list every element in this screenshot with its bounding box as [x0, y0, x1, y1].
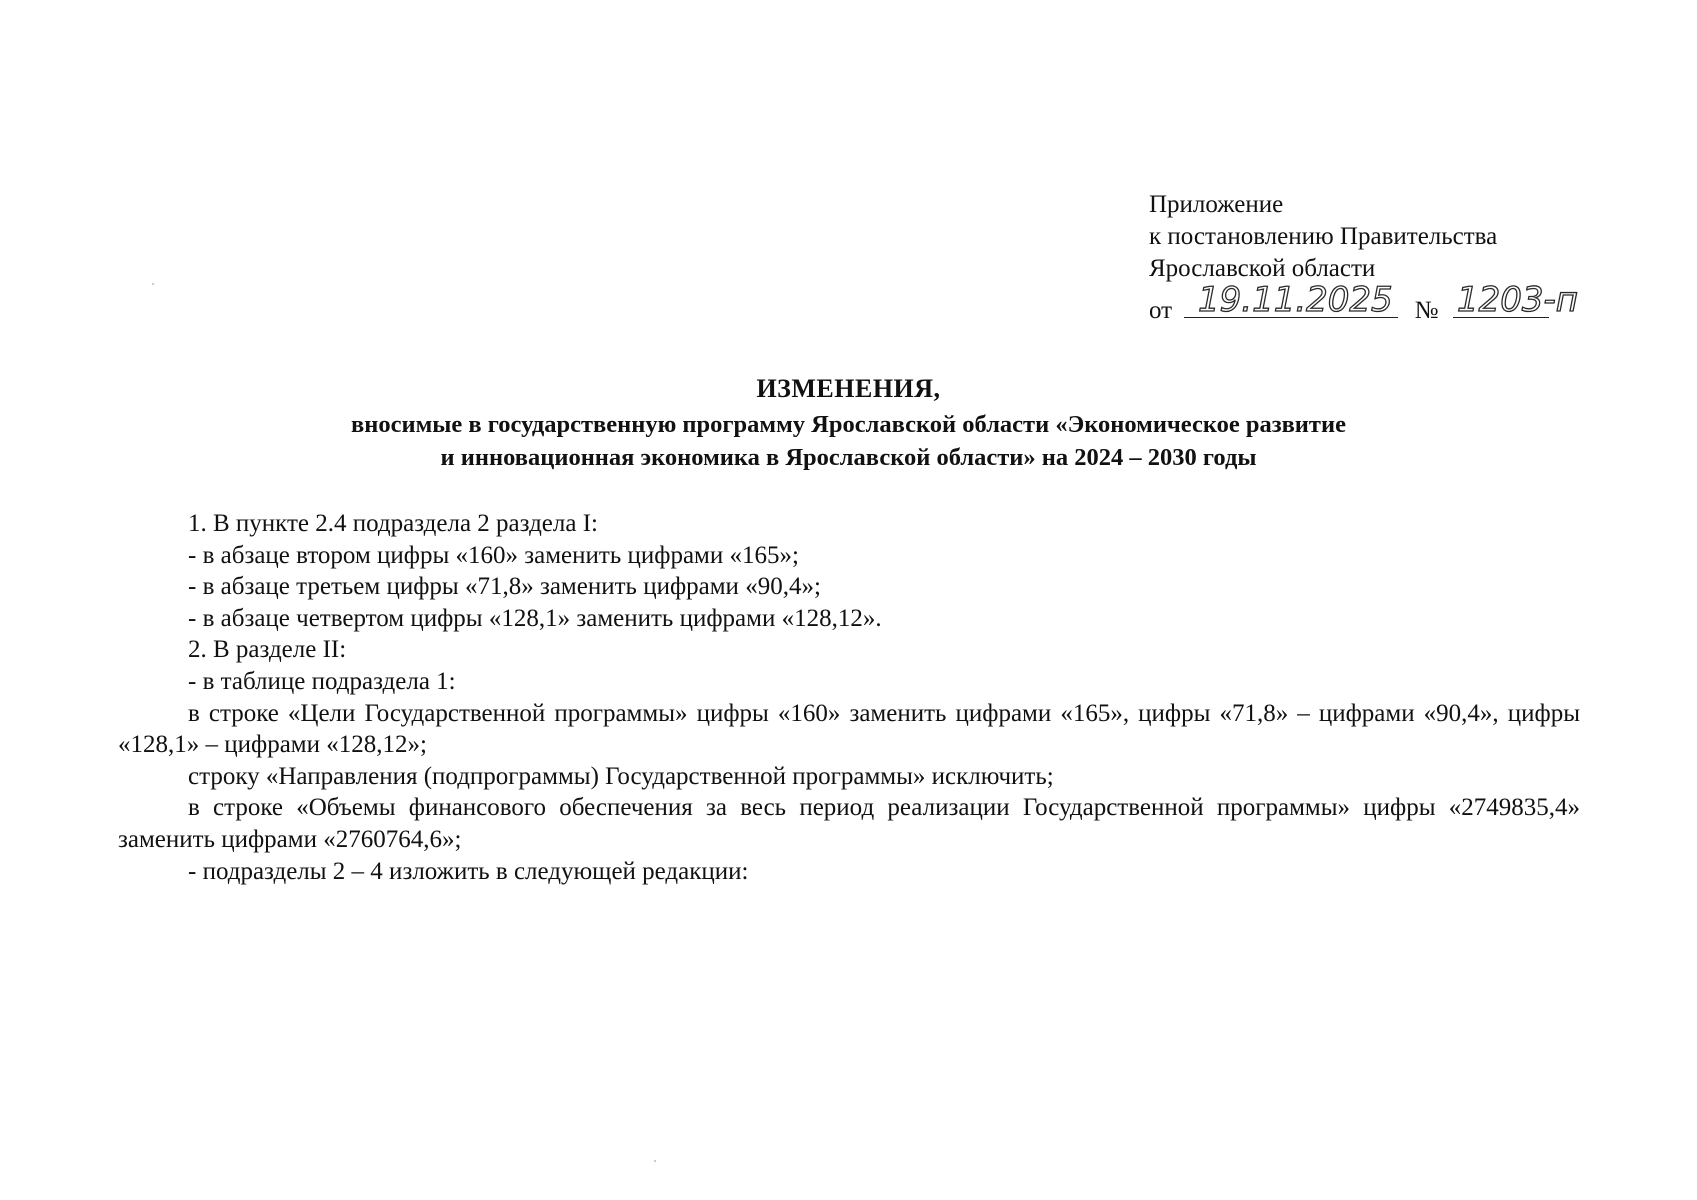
- document-body: [118, 508, 1580, 887]
- scan-speck: [152, 283, 154, 285]
- document-subtitle-line1: вносимые в государственную программу Ярославской области «Экономическое развитие: [351, 411, 1346, 438]
- paragraph-7: в строке «Цели Государственной программы» цифры «160» заменить цифрами «165», цифры «71,8» – цифрами «90,4», цифры «128,1» – цифрами «128,12»;: [118, 699, 1580, 759]
- stamp-resolution-label: к постановлению Правительства: [1149, 223, 1498, 250]
- handwritten-date: [1184, 280, 1398, 320]
- paragraph-5: 2. В разделе II:: [188, 636, 347, 664]
- paragraph-3: - в абзаце третьем цифры «71,8» заменить цифрами «90,4»;: [188, 573, 821, 601]
- stamp-date-number-row: [1149, 280, 1578, 327]
- paragraph-8: строку «Направления (подпрограммы) Государственной программы» исключить;: [188, 762, 1054, 790]
- paragraph-10: - подразделы 2 – 4 изложить в следующей редакции:: [188, 857, 749, 885]
- paragraph-1: 1. В пункте 2.4 подраздела 2 раздела I:: [188, 510, 598, 537]
- paragraph-6: - в таблице подраздела 1:: [188, 667, 456, 695]
- svg-text:19.11.2025: 19.11.2025: [1198, 280, 1394, 320]
- handwritten-number: [1453, 280, 1578, 320]
- svg-text:1203-п: 1203-п: [1456, 280, 1578, 320]
- handwritten-number-drawing: [1453, 279, 1583, 319]
- document-subtitle-line2: и инновационная экономика в Ярославской области» на 2024 – 2030 годы: [440, 444, 1257, 471]
- document-title: ИЗМЕНЕНИЯ,: [756, 374, 941, 403]
- scan-speck: [654, 1160, 656, 1162]
- stamp-from-label: от: [1149, 297, 1173, 324]
- document-subtitle: [0, 408, 1697, 474]
- handwritten-date-drawing: [1184, 279, 1398, 319]
- stamp-region-label: Ярославской области: [1149, 255, 1376, 282]
- approval-stamp: [1149, 189, 1578, 327]
- paragraph-2: - в абзаце втором цифры «160» заменить цифрами «165»;: [188, 541, 799, 569]
- paragraph-4: - в абзаце четвертом цифры «128,1» заменить цифрами «128,12».: [188, 604, 882, 632]
- stamp-number-label: №: [1414, 297, 1439, 324]
- stamp-appendix-label: Приложение: [1149, 191, 1284, 218]
- paragraph-9: в строке «Объемы финансового обеспечения за весь период реализации Государственной программы» цифры «2749835,4» заменить цифрами «2760764,6»;: [118, 794, 1580, 853]
